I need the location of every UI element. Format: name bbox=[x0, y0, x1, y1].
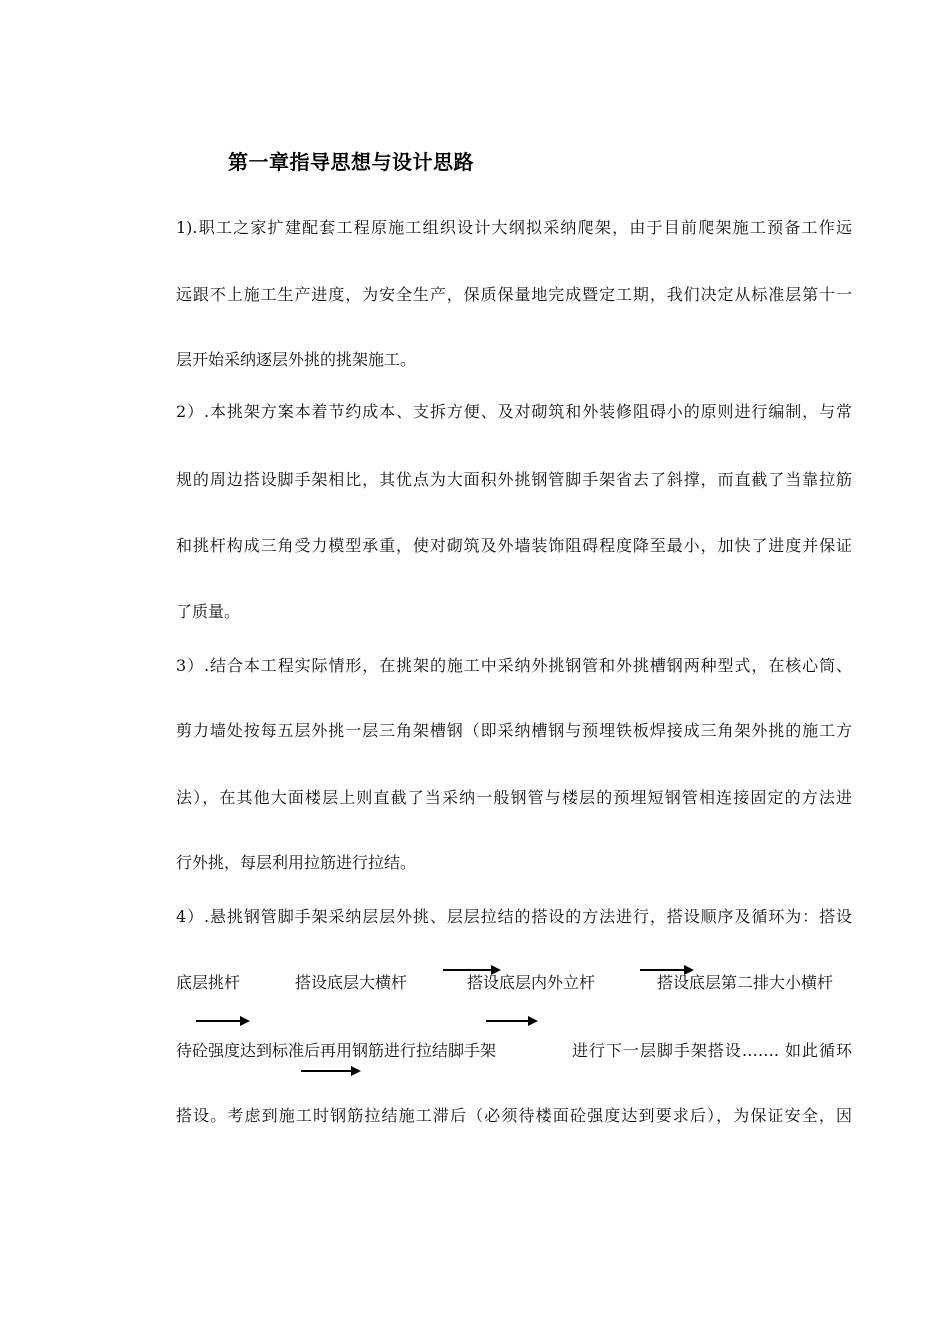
flow-step: 搭设底层内外立杆 bbox=[467, 973, 596, 992]
right-arrow-icon bbox=[301, 1064, 361, 1078]
flow-step: 搭设底层大横杆 bbox=[295, 973, 408, 992]
paragraph-line: 2）.本挑架方案本着节约成本、支拆方便、及对砌筑和外装修阻碍小的原则进行编制，与常 bbox=[176, 402, 852, 421]
flow-step: 底层挑杆 bbox=[176, 973, 241, 992]
paragraph-line: 3）.结合本工程实际情形，在挑架的施工中采纳外挑钢管和外挑槽钢两种型式，在核心筒、 bbox=[176, 656, 852, 675]
paragraph-line: 搭设。考虑到施工时钢筋拉结施工滞后（必须待楼面砼强度达到要求后），为保证安全，因 bbox=[176, 1106, 852, 1125]
paragraph-line: 4）.悬挑钢管脚手架采纳层层外挑、层层拉结的搭设的方法进行，搭设顺序及循环为：搭设 bbox=[176, 907, 852, 926]
paragraph-line: 远跟不上施工生产进度，为安全生产，保质保量地完成暨定工期，我们决定从标准层第十一 bbox=[176, 285, 852, 304]
paragraph-line: 剪力墙处按每五层外挑一层三角架槽钢（即采纳槽钢与预埋铁板焊接成三角架外挑的施工方 bbox=[176, 721, 852, 740]
flow-step: 搭设底层第二排大小横杆 bbox=[657, 973, 834, 992]
paragraph-line: 行外挑，每层利用拉筋进行拉结。 bbox=[176, 853, 417, 872]
right-arrow-icon bbox=[486, 1014, 538, 1028]
chapter-title: 第一章指导思想与设计思路 bbox=[228, 150, 474, 174]
flow-step: 进行下一层脚手架搭设……. 如此循环 bbox=[572, 1041, 852, 1060]
flow-step: 待砼强度达到标准后再用钢筋进行拉结脚手架 bbox=[176, 1041, 497, 1060]
paragraph-line: 规的周边搭设脚手架相比，其优点为大面积外挑钢管脚手架省去了斜撑，而直截了当靠拉筋 bbox=[176, 470, 852, 489]
right-arrow-icon bbox=[640, 963, 694, 977]
right-arrow-icon bbox=[196, 1014, 250, 1028]
right-arrow-icon bbox=[443, 963, 501, 977]
paragraph-line: 1).职工之家扩建配套工程原施工组织设计大纲拟采纳爬架，由于目前爬架施工预备工作远 bbox=[176, 218, 852, 237]
paragraph-line: 法），在其他大面楼层上则直截了当采纳一般钢管与楼层的预埋短钢管相连接固定的方法进 bbox=[176, 788, 852, 807]
paragraph-line: 和挑杆构成三角受力模型承重，使对砌筑及外墙装饰阻碍程度降至最小，加快了进度并保证 bbox=[176, 536, 852, 555]
paragraph-line: 了质量。 bbox=[176, 602, 241, 621]
paragraph-line: 层开始采纳逐层外挑的挑架施工。 bbox=[176, 350, 417, 369]
